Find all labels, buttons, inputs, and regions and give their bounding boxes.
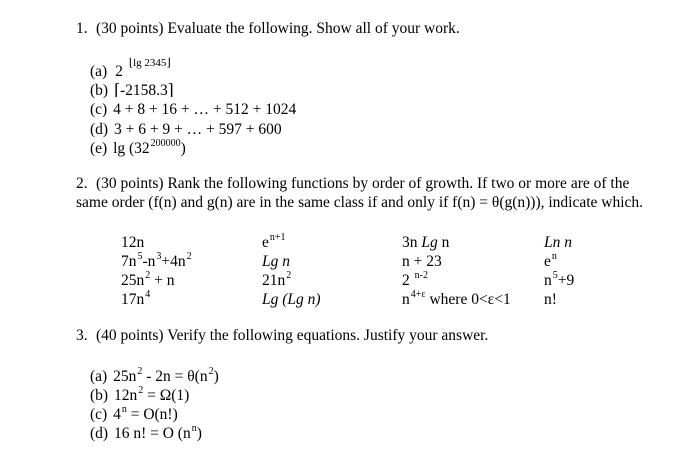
fn-part: 7n bbox=[121, 253, 137, 270]
fn-n-plus-23: n + 23 bbox=[402, 253, 442, 270]
fn-part: 2 bbox=[402, 272, 414, 289]
fn-7n5-n3-4n2 bbox=[121, 251, 192, 270]
fn-part: Lg bbox=[421, 234, 438, 251]
fn-n-4-eps bbox=[402, 289, 511, 308]
fn-part: +4n bbox=[161, 253, 186, 270]
q3-d-exp: n bbox=[191, 423, 197, 434]
q3-b-part: 12n bbox=[113, 387, 138, 404]
q3-number: 3. bbox=[76, 327, 88, 344]
q1-e-post: ) bbox=[180, 140, 186, 157]
q1-c-expr: 4 + 8 + 16 + … + 512 + 1024 bbox=[113, 101, 297, 118]
fn-2-n-2 bbox=[402, 270, 428, 289]
q1-item-a bbox=[90, 57, 171, 80]
fn-part: + n bbox=[150, 272, 175, 289]
fn-part: -n bbox=[142, 253, 156, 270]
q3-item-d bbox=[90, 423, 202, 442]
q3-c-label: (c) bbox=[90, 406, 108, 423]
q1-a-base: 2 bbox=[115, 63, 123, 80]
q1-number: 1. bbox=[76, 20, 88, 37]
fn-part: 17n bbox=[121, 291, 145, 308]
q3-c-part: 4 bbox=[113, 406, 121, 423]
fn-n5-plus-9 bbox=[544, 270, 575, 289]
fn-12n: 12n bbox=[121, 234, 145, 251]
fn-exp: n+1 bbox=[269, 232, 286, 243]
q1-b-label: (b) bbox=[90, 82, 109, 99]
q1-item-b bbox=[90, 83, 174, 99]
fn-exp: 2 bbox=[286, 270, 292, 281]
q1-a-label: (a) bbox=[90, 63, 108, 80]
q3-item-a bbox=[90, 366, 219, 385]
fn-part: n bbox=[437, 234, 450, 251]
fn-21n2 bbox=[262, 270, 292, 289]
fn-part: n bbox=[402, 291, 410, 308]
q1-d-label: (d) bbox=[90, 121, 109, 138]
q3-c-exp: n bbox=[121, 404, 127, 415]
fn-e-n bbox=[544, 251, 557, 270]
fn-part: e bbox=[544, 253, 551, 270]
q2-number: 2. bbox=[76, 175, 88, 192]
fn-lg-lg-n: Lg (Lg n) bbox=[262, 291, 321, 308]
q3-b-part: = Ω(1) bbox=[143, 387, 190, 404]
q1-header: (30 points) Evaluate the following. Show all of your work. bbox=[96, 20, 460, 37]
q3-a-exp: 2 bbox=[208, 366, 214, 377]
fn-exp: 3 bbox=[156, 251, 162, 262]
fn-exp: 2 bbox=[186, 251, 192, 262]
fn-part: e bbox=[262, 234, 269, 251]
q3-a-part: - 2n = θ(n bbox=[142, 368, 208, 385]
fn-exp: 5 bbox=[137, 251, 143, 262]
q3-c-part: = O(n!) bbox=[126, 406, 178, 423]
q1-b-expr: ⌈-2158.3⌉ bbox=[113, 82, 174, 99]
q3-d-part: ) bbox=[196, 425, 202, 442]
q1-e-label: (e) bbox=[90, 140, 108, 157]
q3-b-label: (b) bbox=[90, 387, 109, 404]
fn-25n2-n bbox=[121, 270, 175, 289]
q3-a-part: 25n bbox=[113, 368, 137, 385]
q3-d-part: 16 n! = O (n bbox=[113, 425, 191, 442]
q1-item-e bbox=[90, 138, 186, 157]
q3-d-label: (d) bbox=[90, 425, 109, 442]
q1-c-label: (c) bbox=[90, 101, 108, 118]
q1-item-d bbox=[90, 122, 282, 138]
fn-part: 3n bbox=[402, 234, 422, 251]
q2-line2: same order (f(n) and g(n) are in the same class if and only if f(n) = θ(g(n))), indicate which. bbox=[76, 194, 644, 211]
fn-exp: n bbox=[551, 251, 557, 262]
fn-part: where 0<ε<1 bbox=[425, 291, 511, 308]
q1-a-exponent: ⌊lg 2345⌋ bbox=[128, 57, 171, 69]
fn-17n4 bbox=[121, 289, 151, 308]
fn-exp: 5 bbox=[552, 270, 558, 281]
fn-part: 25n bbox=[121, 272, 145, 289]
q3-header: (40 points) Verify the following equations. Justify your answer. bbox=[96, 327, 489, 344]
q3-a-exp: 2 bbox=[137, 366, 143, 377]
q1-e-pre: lg (32 bbox=[113, 140, 150, 157]
fn-part: +9 bbox=[557, 272, 575, 289]
fn-3n-lg-n bbox=[402, 235, 449, 251]
q3-a-label: (a) bbox=[90, 368, 108, 385]
fn-exp: n-2 bbox=[414, 270, 428, 281]
fn-exp: 4 bbox=[145, 289, 151, 300]
fn-n-factorial: n! bbox=[544, 291, 557, 308]
fn-ln-n: Ln n bbox=[544, 234, 572, 251]
q3-item-b bbox=[90, 385, 190, 404]
q1-item-c bbox=[90, 102, 296, 118]
q3-b-exp: 2 bbox=[138, 385, 144, 396]
fn-exp: 4+ε bbox=[410, 289, 426, 300]
fn-lg-n: Lg n bbox=[262, 253, 290, 270]
q3-item-c bbox=[90, 404, 178, 423]
fn-e-n-plus-1 bbox=[262, 232, 286, 251]
q1-d-expr: 3 + 6 + 9 + … + 597 + 600 bbox=[113, 121, 282, 138]
q2-line1: (30 points) Rank the following functions by order of growth. If two or more are of the bbox=[96, 175, 630, 192]
fn-part: n bbox=[544, 272, 552, 289]
q1-e-exponent: 200000 bbox=[150, 138, 181, 149]
fn-exp: 2 bbox=[145, 270, 151, 281]
q3-a-part: ) bbox=[213, 368, 219, 385]
fn-part: 21n bbox=[262, 272, 286, 289]
